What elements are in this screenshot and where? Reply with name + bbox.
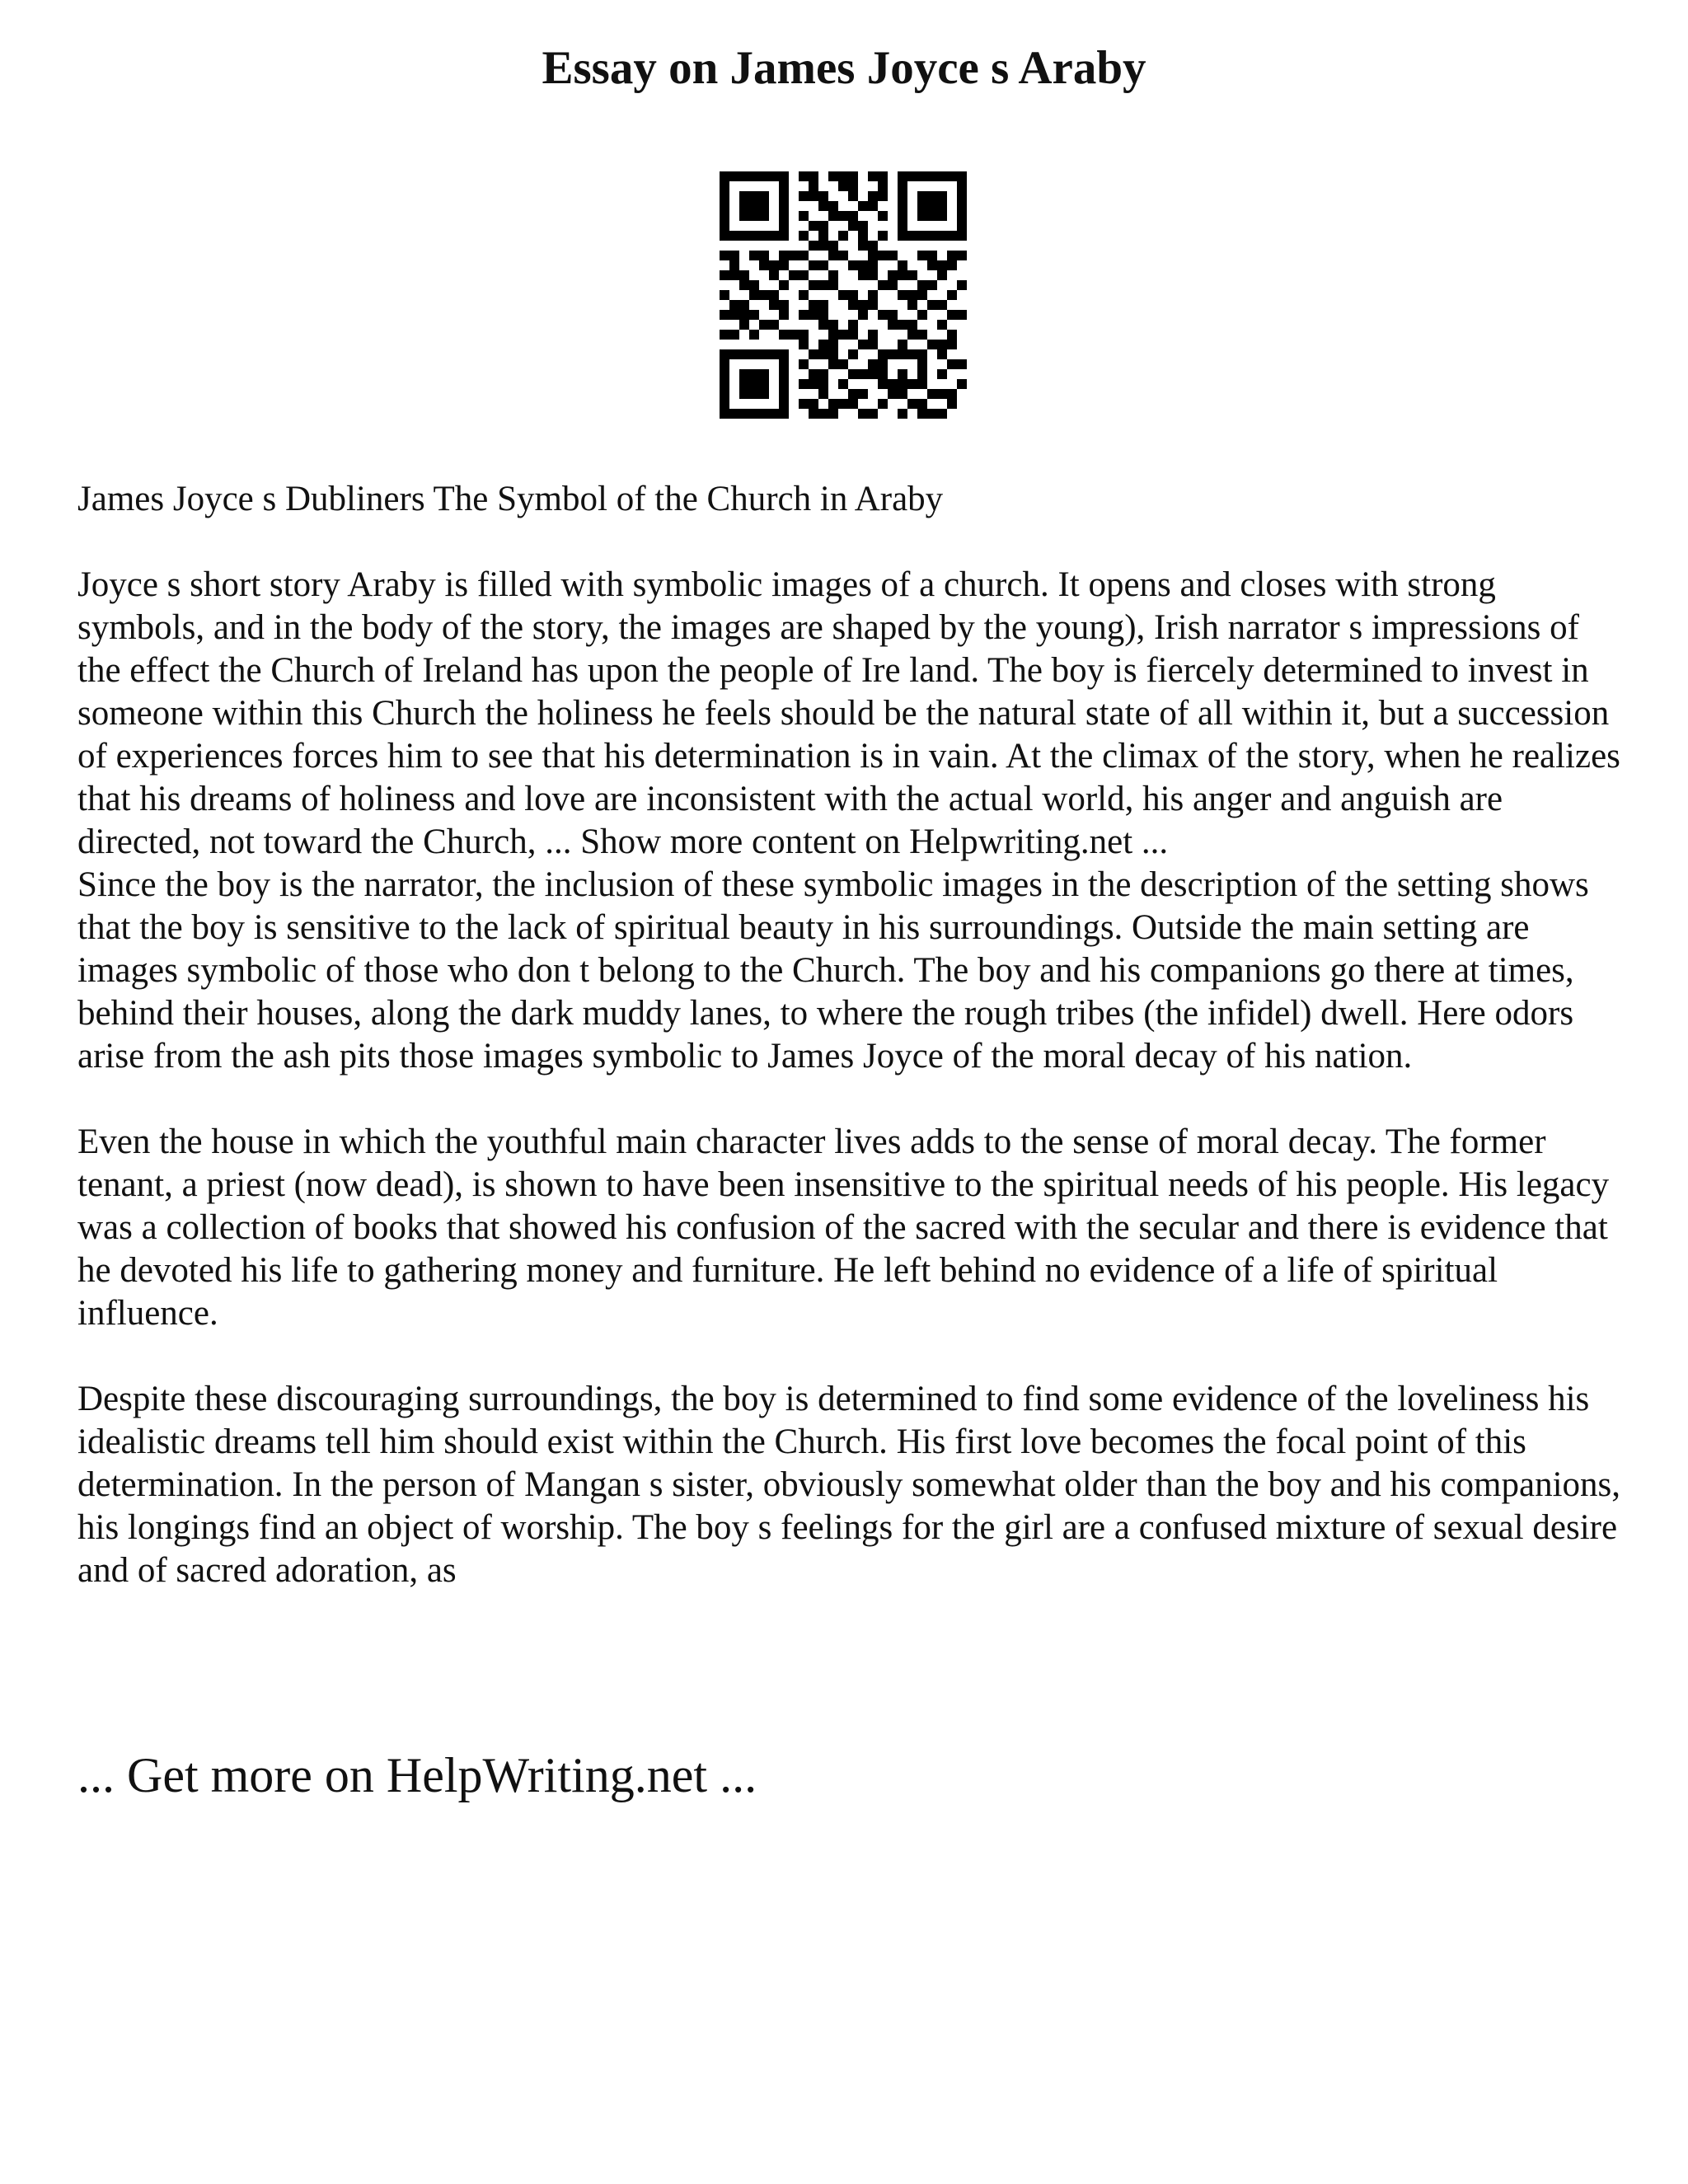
essay-paragraph-2: Since the boy is the narrator, the inclusion of these symbolic images in the description of the setting shows that the boy is sensitive to the lack of spiritual beauty in his surroundings. Outside the main setting are images symbolic of those who don t belong to the Church. The boy and his companions go there at times, behind their houses, along the dark muddy lanes, to where the rough tribes (the infidel) dwell. Here odors arise from the ash pits those images symbolic to James Joyce of the moral decay of his nation. [77, 865, 1589, 1076]
page-title: Essay on James Joyce s Araby [542, 42, 1146, 94]
paragraph-spacer [77, 1078, 1627, 1121]
essay-subtitle: James Joyce s Dubliners The Symbol of the Church in Araby [77, 480, 944, 518]
essay-body [77, 478, 1627, 1592]
paragraph-spacer [77, 1335, 1627, 1378]
paragraph-spacer [77, 521, 1627, 564]
essay-paragraph-3: Even the house in which the youthful main character lives adds to the sense of moral decay. The former tenant, a priest (now dead), is shown to have been insensitive to the spiritual needs of his people. His legacy was a collection of books that showed his confusion of the sacred with the secular and there is evidence that he devoted his life to gathering money and furniture. He left behind no evidence of a life of spiritual influence. [77, 1122, 1610, 1333]
essay-paragraph-4: Despite these discouraging surroundings, the boy is determined to find some evidence of the loveliness his idealistic dreams tell him should exist within the Church. His first love becomes the focal point of this determination. In the person of Mangan s sister, obviously somewhat older than the boy and his companions, his longings find an object of worship. The boy s feelings for the girl are a confused mixture of sexual desire and of sacred adoration, as [77, 1380, 1621, 1590]
get-more-link[interactable]: ... Get more on HelpWriting.net ... [77, 1748, 757, 1802]
qr-code-icon [720, 171, 967, 419]
essay-paragraph-1: Joyce s short story Araby is filled with symbolic images of a church. It opens and closes with strong symbols, and in the body of the story, the images are shaped by the young), Irish narrator s impressions of the effect the Church of Ireland has upon the people of Ire land. The boy is fiercely determined to invest in someone within this Church the holiness he feels should be the natural state of all within it, but a succession of experiences forces him to see that his determination is in vain. At the climax of the story, when he realizes that his dreams of holiness and love are inconsistent with the actual world, his anger and anguish are directed, not toward the Church, ... Show more content on Helpwriting.net ... [77, 565, 1620, 861]
